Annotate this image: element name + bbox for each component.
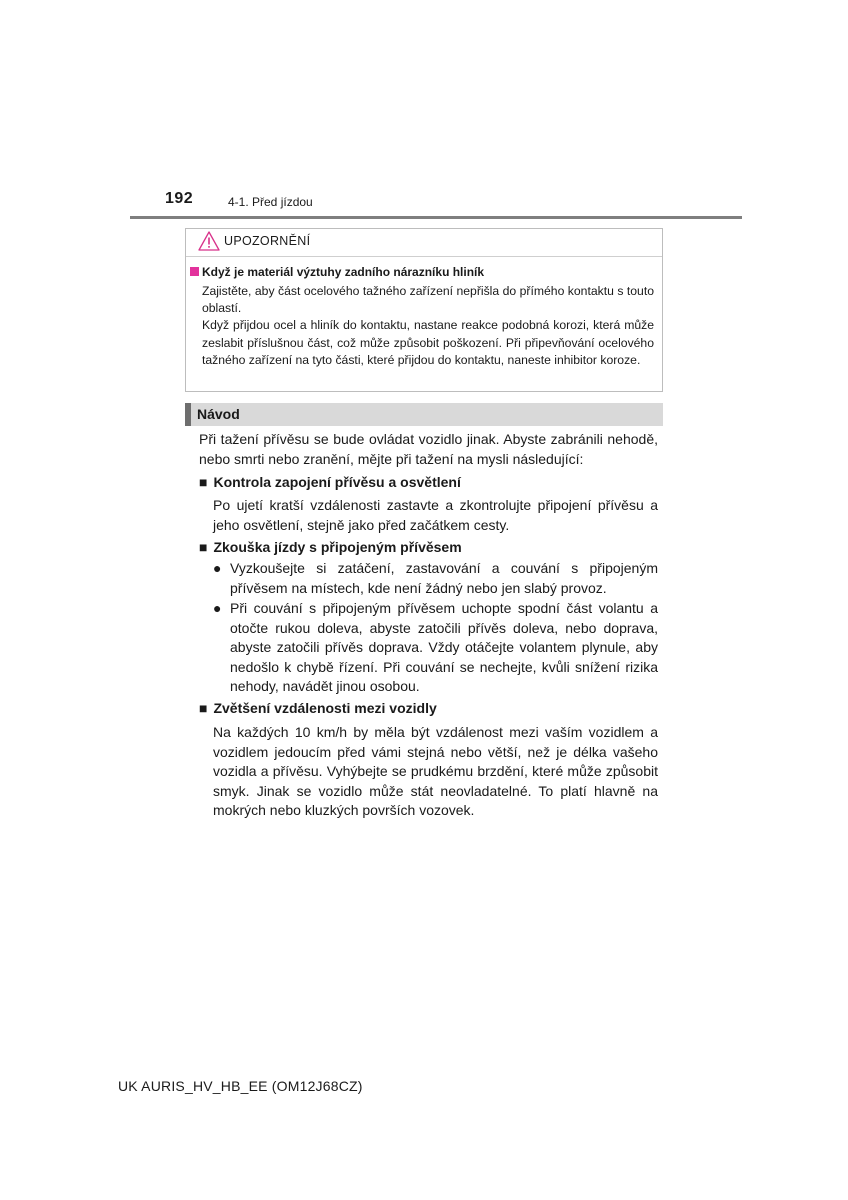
warning-triangle-icon	[198, 231, 220, 251]
list-item	[213, 599, 658, 697]
warning-paragraph: Když přijdou ocel a hliník do kontaktu, nastane reakce podobná korozi, která může zeslabit příslušnou část, což může způsobit poškození. Při připevňování ocelového tažného zařízení na tyto části, které přijdou do kontaktu, naneste inhibitor koroze.	[202, 318, 654, 367]
section-title: 4-1. Před jízdou	[228, 195, 313, 209]
warning-paragraph: Zajistěte, aby část ocelového tažného zařízení nepřišla do přímého kontaktu s touto oblastí.	[202, 284, 654, 316]
section-bar-accent	[185, 403, 191, 426]
pink-square-icon	[190, 267, 199, 276]
list-item-text: Vyzkoušejte si zatáčení, zastavování a couvání s připojeným přívěsem na místech, kde není žádný nebo jen slabý provoz.	[230, 560, 658, 596]
warning-body	[202, 283, 654, 369]
section-heading	[199, 474, 461, 490]
square-bullet-icon: ■	[199, 474, 208, 490]
navod-section-bar	[185, 403, 663, 426]
warning-subheading	[190, 265, 484, 279]
section-text: Na každých 10 km/h by měla být vzdálenost mezi vaším vozidlem a vozidlem jedoucím před vámi stejná nebo větší, než je délka vašeho vozidla a přívěsu. Vyhýbejte se prudkému brzdění, které může způsobit smyk. Jinak se vozidlo může stát neovladatelné. To platí hlavně na mokrých nebo kluzkých površích vozovek.	[213, 724, 658, 819]
section-heading	[199, 700, 437, 716]
square-bullet-icon: ■	[199, 539, 208, 555]
list-item-text: Při couvání s připojeným přívěsem uchopte spodní část volantu a otočte rukou doleva, abyste zatočili přívěs doleva, nebo doprava, abyste zatočili přívěs doprava. Vždy otáčejte volantem plynule, aby nedošlo k chybě řízení. Při couvání se nechejte, kvůli snížení rizika nehody, navádět jinou osobou.	[230, 600, 658, 695]
page-number: 192	[165, 190, 194, 207]
document-code: UK AURIS_HV_HB_EE (OM12J68CZ)	[118, 1078, 363, 1094]
round-bullet-icon: ●	[213, 560, 222, 576]
warning-subheading-text: Když je materiál výztuhy zadního nárazníku hliník	[202, 265, 485, 279]
navod-title: Návod	[197, 406, 240, 422]
warning-header	[186, 229, 662, 257]
section-heading-text: Zvětšení vzdálenosti mezi vozidly	[213, 700, 437, 716]
round-bullet-icon: ●	[213, 600, 222, 616]
section-heading-text: Kontrola zapojení přívěsu a osvětlení	[213, 474, 461, 490]
section-heading	[199, 539, 462, 555]
header-divider	[130, 216, 742, 219]
warning-box	[185, 228, 663, 392]
navod-intro: Při tažení přívěsu se bude ovládat vozidlo jinak. Abyste zabránili nehodě, nebo smrti nebo zranění, mějte při tažení na mysli následující:	[199, 431, 658, 467]
warning-title: UPOZORNĚNÍ	[224, 234, 311, 248]
list-item	[213, 559, 658, 598]
square-bullet-icon: ■	[199, 700, 208, 716]
section-heading-text: Zkouška jízdy s připojeným přívěsem	[213, 539, 462, 555]
section-text: Po ujetí kratší vzdálenosti zastavte a zkontrolujte připojení přívěsu a jeho osvětlení, stejně jako před začátkem cesty.	[213, 497, 658, 533]
